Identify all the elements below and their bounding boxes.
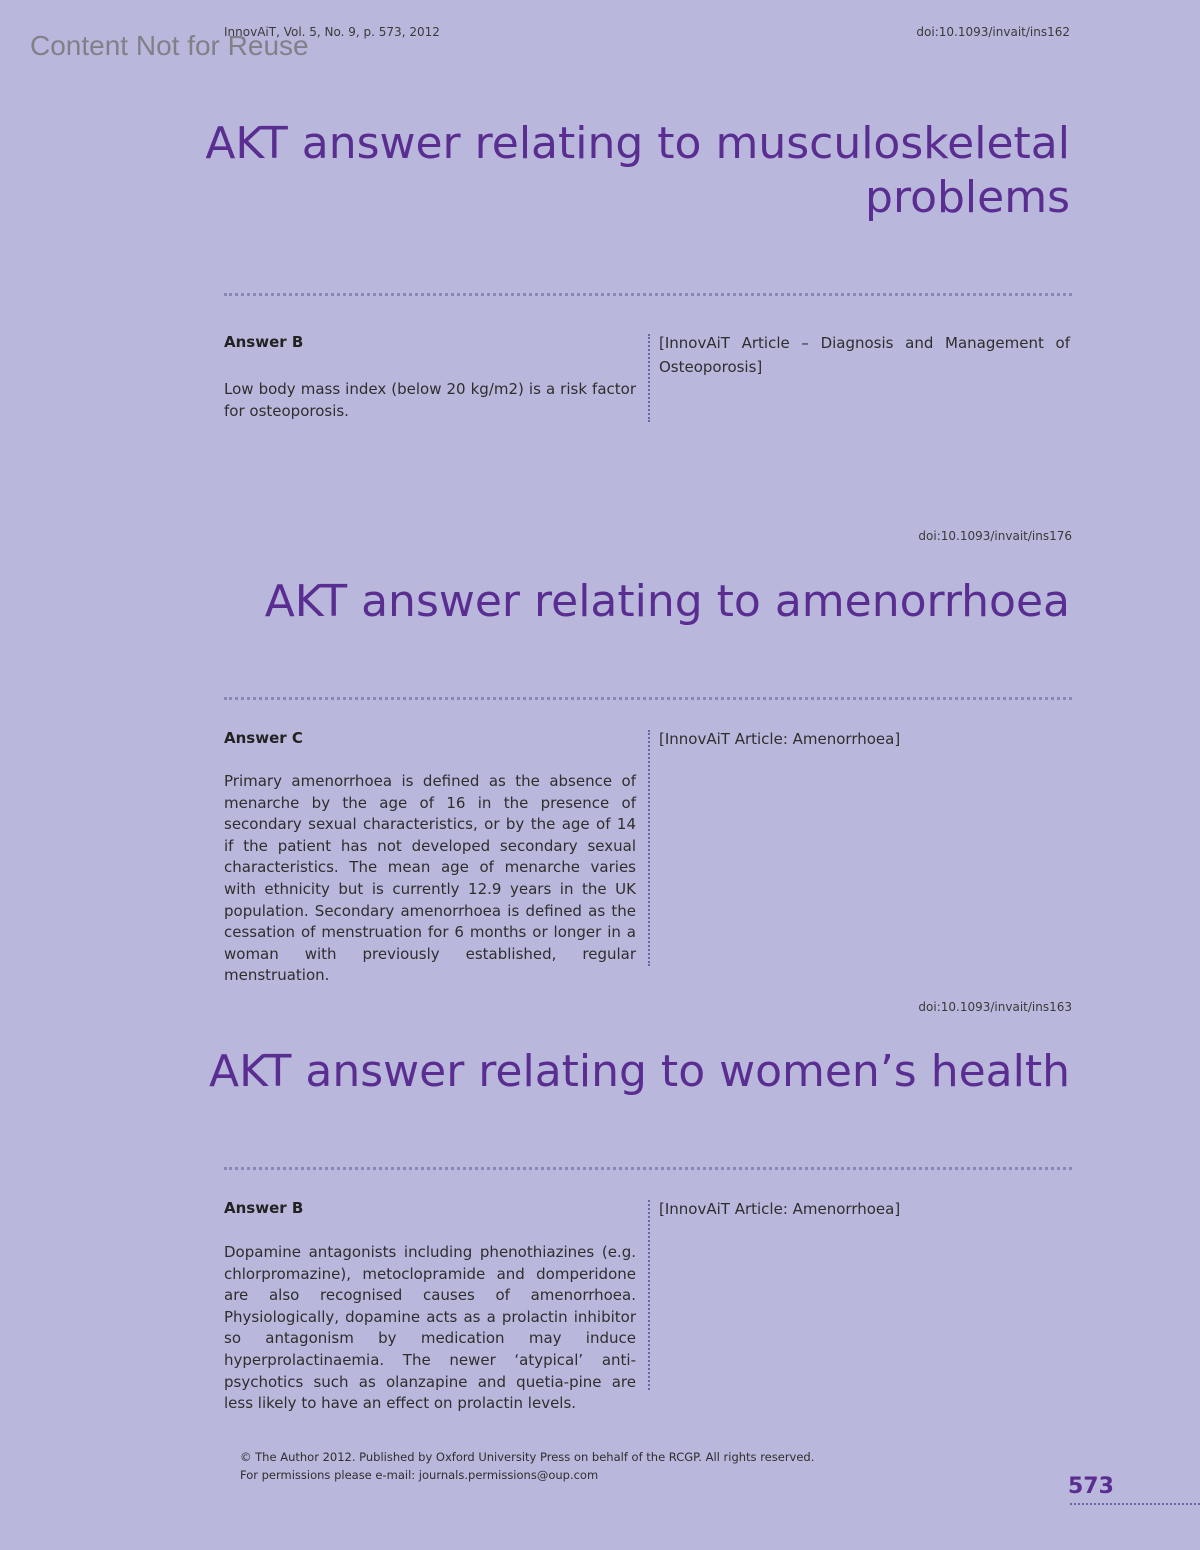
- section-2-doi: doi:10.1093/invait/ins176: [918, 529, 1072, 543]
- footer-copyright: © The Author 2012. Published by Oxford University Press on behalf of the RCGP. All rights reserved.: [240, 1450, 815, 1464]
- section-1-rule: [224, 293, 1072, 296]
- section-3-answer-label: Answer B: [224, 1199, 304, 1217]
- section-1-reference: [InnovAiT Article – Diagnosis and Management of Osteoporosis]: [659, 334, 1070, 376]
- section-2-title-line-1: AKT answer relating to amenorrhoea: [264, 576, 1070, 627]
- section-2-rule: [224, 697, 1072, 700]
- section-2-column-divider: [648, 730, 650, 966]
- section-3-title: [209, 1045, 1070, 1099]
- section-1-answer-label: Answer B: [224, 333, 304, 351]
- section-2-answer-label: Answer C: [224, 729, 303, 747]
- section-2-reference: [InnovAiT Article: Amenorrhoea]: [659, 730, 901, 748]
- journal-reference: InnovAiT, Vol. 5, No. 9, p. 573, 2012: [224, 25, 440, 39]
- section-3-answer-text: Dopamine antagonists including phenothiazines (e.g. chlorpromazine), metoclopramide and domperidone are also recognised causes of amenorrhoea. Physiologically, dopamine acts as a prolactin inhibitor so antagonism by medication may induce hyperprolactinaemia. The newer ‘atypical’ anti-psychotics such as olanzapine and quetia-pine are less likely to have an effect on prolactin levels.: [224, 1243, 636, 1413]
- section-3-rule: [224, 1167, 1072, 1170]
- section-1-column-divider: [648, 334, 650, 422]
- section-1-title: [205, 117, 1070, 225]
- section-1-answer-text: Low body mass index (below 20 kg/m2) is a risk factor for osteoporosis.: [224, 380, 636, 420]
- section-2-title: [265, 575, 1070, 629]
- page-number: 573: [1068, 1474, 1114, 1499]
- section-1-title-line-1: AKT answer relating to musculoskeletal: [205, 118, 1070, 169]
- page-number-rule: [1070, 1503, 1200, 1505]
- section-3-doi: doi:10.1093/invait/ins163: [918, 1000, 1072, 1014]
- section-1-doi: doi:10.1093/invait/ins162: [916, 25, 1070, 39]
- watermark: Content Not for Reuse: [30, 30, 309, 61]
- section-3-column-divider: [648, 1200, 650, 1390]
- footer: [240, 1448, 814, 1484]
- section-2-answer-text: Primary amenorrhoea is defined as the absence of menarche by the age of 16 in the presence of secondary sexual characteristics, or by the age of 14 if the patient has not developed secondary sexual characteristics. The mean age of menarche varies with ethnicity but is currently 12.9 years in the UK population. Secondary amenorrhoea is defined as the cessation of menstruation for 6 months or longer in a woman with previously established, regular menstruation.: [224, 772, 636, 985]
- section-3-reference: [InnovAiT Article: Amenorrhoea]: [659, 1200, 901, 1218]
- section-1-title-line-2: problems: [865, 172, 1070, 223]
- footer-permissions: For permissions please e-mail: journals.permissions@oup.com: [240, 1468, 599, 1482]
- section-3-title-line-1: AKT answer relating to women’s health: [208, 1046, 1070, 1097]
